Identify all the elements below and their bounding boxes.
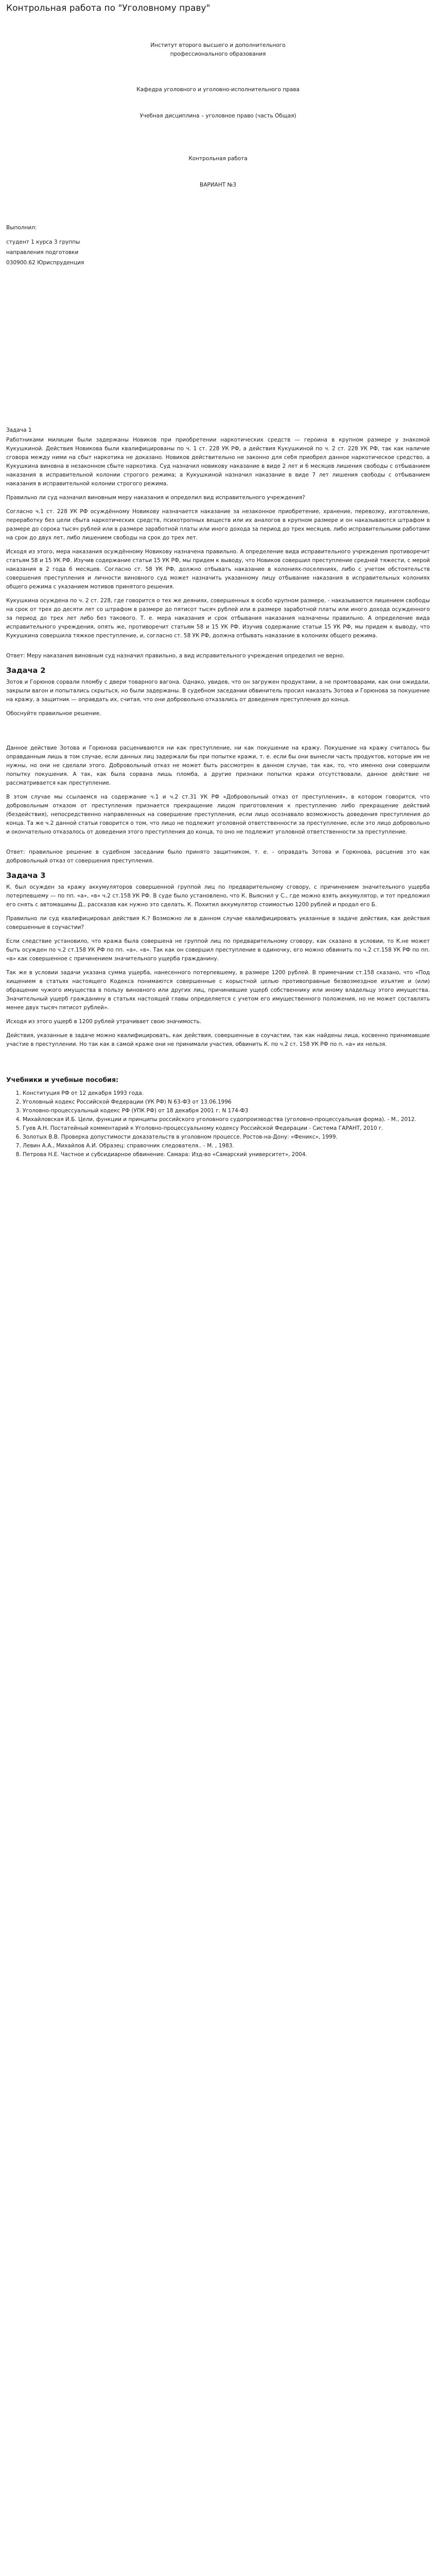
task-2-analysis-1: Данное действие Зотова и Горюнова расцениваются ни как преступление, ни как покушение на кражу. Покушение на кражу считалось бы оправданным лишь в том случае, если данных лиц задержали бы при попытке кражи, т. е. если бы они вынесли часть продуктов, которые им не нужны, но они не сделали этого. Добровольный отказ не может быть рассмотрен в данном случае, так как, то, что именно они совершили попытку покушения. А так, как была сорвана лишь пломба, а другие признаки попытки кражи отсутствовали, данное действие не рассматривается как преступление. bbox=[6, 745, 430, 786]
task-3-analysis-1: Если следствие установило, что кража была совершена не группой лиц по предварительному сговору, как сказано в условии, то К.не может быть осужден по ч.2 ст.158 УК РФ по пп. «а», «в». Так как он совершил преступление в одиночку, его можно обвинить по ч.2 ст.158 УК РФ по пп. «в» как совершенное с причинением значительного ущерба гражданину. bbox=[6, 938, 430, 962]
task-2-section bbox=[6, 666, 430, 866]
document-page bbox=[0, 0, 436, 1180]
document-title: Контрольная работа по "Уголовному праву" bbox=[6, 3, 211, 13]
literature-list bbox=[6, 1089, 430, 1159]
literature-item: 2. Уголовный кодекс Российской Федерации (УК РФ) N 63-ФЗ от 13.06.1996 bbox=[23, 1098, 430, 1107]
work-type-line: Контрольная работа bbox=[188, 156, 248, 162]
literature-heading: Учебники и учебные пособия: bbox=[6, 1076, 118, 1083]
task-1-condition: Работниками милиции были задержаны Новиков при приобретении наркотических средств — героина в крупном размере у знакомой Кукушкиной. Действия Новикова были квалифицированы по ч. 1 ст. 228 УК РФ, а действия Кукушкиной по ч. 2 ст. 228 УК РФ, так как наличие сговора между ними на сбыт наркотика не доказано. Новиков действительно не законно для себя приобрел данное наркотическое средство, а Кукушкина виновна в незаконном сбыте наркотика. Суд назначил новикову наказание в виде 2 лет и 6 месяцев лишения свободы с отбыванием наказания в исправительной колонии строгого режима; а Кукушкиной назначил наказание в виде 7 лет лишения свободы с отбыванием наказания в исправительной колонии строгого режима. bbox=[6, 437, 430, 487]
task-2-question: Обоснуйте правильное решение. bbox=[6, 710, 101, 717]
author-done: Выполнил: bbox=[6, 225, 37, 231]
literature-item: 3. Уголовно-процессуальный кодекс РФ (УПК РФ) от 18 декабря 2001 г. N 174-ФЗ bbox=[23, 1107, 430, 1115]
variant-line: ВАРИАНТ №3 bbox=[199, 182, 236, 188]
task-1-question: Правильно ли суд назначил виновным меру наказания и определил вид исправительного учреждения? bbox=[6, 495, 305, 501]
literature-item: 8. Петрова Н.Е. Частное и субсидиарное обвинение. Самара: Изд-во «Самарский университет», 2004. bbox=[23, 1150, 430, 1159]
literature-item: 5. Гуев А.Н. Постатейный комментарий к Уголовно-процессуальному кодексу Российской Федерации - Система ГАРАНТ, 2010 г. bbox=[23, 1124, 430, 1133]
task-3-question: Правильно ли суд квалифицировал действия К.? Возможно ли в данном случае квалифицировать указанные в задаче действия, как действия совершенные в соучастии? bbox=[6, 916, 430, 930]
department-line: Кафедра уголовного и уголовно-исполнительного права bbox=[136, 87, 300, 93]
author-direction: направления подготовки bbox=[6, 249, 79, 256]
title-block bbox=[6, 14, 430, 190]
task-1-analysis-3: Кукушкина осуждена по ч. 2 ст. 228, где говорится о тех же деяниях, совершенных в особо крупном размере, - наказываются лишением свободы на срок от трех до десяти лет со штрафом в размере до пятисот тысяч рублей или в размере заработной платы или иного дохода осужденного за период до трех лет либо без такового. Т. е. мера наказания и срок отбывания наказания назначены правильно. А определение вида исправительного учреждения, опять же, противоречит статьям 58 и 15 УК РФ. Изучив содержание статьи 15 УК РФ, мы придем к выводу, что Кукушкина совершила тяжкое преступление, и, согласно ст. 58 УК РФ, должна отбывать наказание в колониях общего режима. bbox=[6, 598, 430, 639]
task-1-analysis-2: Исходя из этого, мера наказания осуждённому Новикову назначена правильно. А определение вида исправительного учреждения противоречит статьям 58 и 15 УК РФ. Изучив содержание статьи 15 УК РФ, мы придем к выводу, что Новиков совершил преступление средней тяжести, с мерой наказания в 2 года 6 месяцев. Согласно ст. 58 УК РФ, должно отбывать наказание в колониях-поселениях, либо с учетом обстоятельств совершения преступления и личности виновного суд может назначить указанному лицу отбывание наказания в исправительных колониях общего режима с указанием мотивов принятого решения. bbox=[6, 549, 430, 590]
task-3-analysis-2: Так же в условии задачи указана сумма ущерба, нанесенного потерпевшему, в размере 1200 рублей. В примечании ст.158 сказано, что «Под хищением в статьях настоящего Кодекса понимаются совершенные с корыстной целью противоправные безвозмездное изъятие и (или) обращение чужого имущества в пользу виновного или других лиц, причинившие ущерб собственнику или иному владельцу этого имущества. Значительный ущерб гражданину в статьях настоящей главы определяется с учетом его имущественного положения, но не может составлять менее двух тысяч пятисот рублей». bbox=[6, 970, 430, 1011]
task-1-section bbox=[6, 426, 430, 660]
task-1-analysis-1: Согласно ч.1 ст. 228 УК РФ осуждённому Новикову назначается наказание за незаконное приобретение, хранение, перевозку, изготовление, переработку без цели сбыта наркотических средств, психотропных веществ или их аналогов в крупном размере и он наказываются штрафом в размере до сорока тысяч рублей или в размере заработной платы или иного дохода за период до трех месяцев, либо исправительными работами на срок до двух лет, либо лишением свободы на срок до трех лет. bbox=[6, 509, 430, 541]
literature-item: 4. Михайловская И.Б. Цели, функции и принципы российского уголовного судопроизводства (уголовно-процессуальная форма). - М., 2012. bbox=[23, 1115, 430, 1124]
task-1-answer: Ответ: Меру наказания виновным суд назначил правильно, а вид исправительного учреждения определил не верно. bbox=[6, 653, 345, 659]
task-3-analysis-4: Действия, указанные в задаче можно квалифицировать, как действия, совершенные в соучастии, так как найдены лица, косвенно принимавшие участие в преступлении. Но так как в самой краже они не принимали участия, обвинить К. по ч.2 ст. 158 УК РФ по п. «а» их нельзя. bbox=[6, 1032, 430, 1047]
task-2-analysis-2: В этом случае мы ссылаемся на содержание ч.1 и ч.2 ст.31 УК РФ «Добровольный отказ от преступления», в котором говорится, что добровольным отказом от преступления признается прекращение лицом приготовления к преступлению либо прекращение действий (бездействия), непосредственно направленных на совершение преступления, если лицо осознавало возможность доведения преступления до конца. Та же ч.2 данной статьи говорится о том, что лицо не подлежит уголовной ответственности за преступление, если это лицо добровольно и окончательно отказалось от доведения этого преступления до конца, то оно не подлежит уголовной ответственности за преступление. bbox=[6, 794, 430, 835]
author-block bbox=[6, 224, 430, 267]
discipline-line: Учебная дисциплина – уголовное право (часть Общая) bbox=[139, 113, 297, 119]
task-3-heading: Задача 3 bbox=[6, 872, 46, 880]
task-2-answer: Ответ: правильное решение в судебном заседании было принято защитником, т. е. - оправдать Зотова и Горюнова, расценив это как добровольный отказ от совершения преступления. bbox=[6, 849, 430, 864]
literature-item: 7. Левин А.А., Михайлов А.И. Образец: справочник следователя.. - М. , 1983. bbox=[23, 1142, 430, 1150]
author-code: 030900.62 Юриспруденция bbox=[6, 260, 84, 266]
literature-item: 1. Конституция РФ от 12 декабря 1993 года. bbox=[23, 1089, 430, 1098]
author-student: студент 1 курса 3 группы bbox=[6, 239, 80, 245]
task-2-condition: Зотов и Горюнов сорвали пломбу с двери товарного вагона. Однако, увидев, что он загружен продуктами, а не промтоварами, как они ожидали, закрыли вагон и попытались скрыться, но были задержаны. В судебном заседании обвинитель просил наказать Зотова и Горюнова за покушение на кражу, а защитник — оправдать их, считая, что они добровольно отказались от доведения преступления до конца. bbox=[6, 679, 430, 703]
task-3-section bbox=[6, 871, 430, 1049]
literature-section bbox=[6, 1075, 430, 1159]
institute-line-2: профессионального образования bbox=[170, 51, 266, 57]
task-3-condition: К. был осужден за кражу аккумуляторов совершенной группой лиц по предварительному сговору, с причинением значительного ущерба потерпевшему — по пп. «а», «в» ч.2 ст.158 УК РФ. В суде было установлено, что К. Выяснил у С., где можно взять аккумулятор, и тот предложил его снять с автомашины Д., рассказав как нужно это сделать. К. Похитил аккумулятор стоимостью 1200 рублей и продал его Б. bbox=[6, 884, 430, 908]
task-1-label: Задача 1 bbox=[6, 427, 32, 433]
literature-item: 6. Золотых В.В. Проверка допустимости доказательств в уголовном процессе. Ростов-на-Дону: «Феникс», 1999. bbox=[23, 1133, 430, 1142]
task-2-heading: Задача 2 bbox=[6, 667, 46, 675]
institute-line-1: Институт второго высшего и дополнительного bbox=[150, 42, 286, 48]
task-3-analysis-3: Исходя из этого ущерб в 1200 рублей утрачивает свою значимость. bbox=[6, 1019, 202, 1025]
